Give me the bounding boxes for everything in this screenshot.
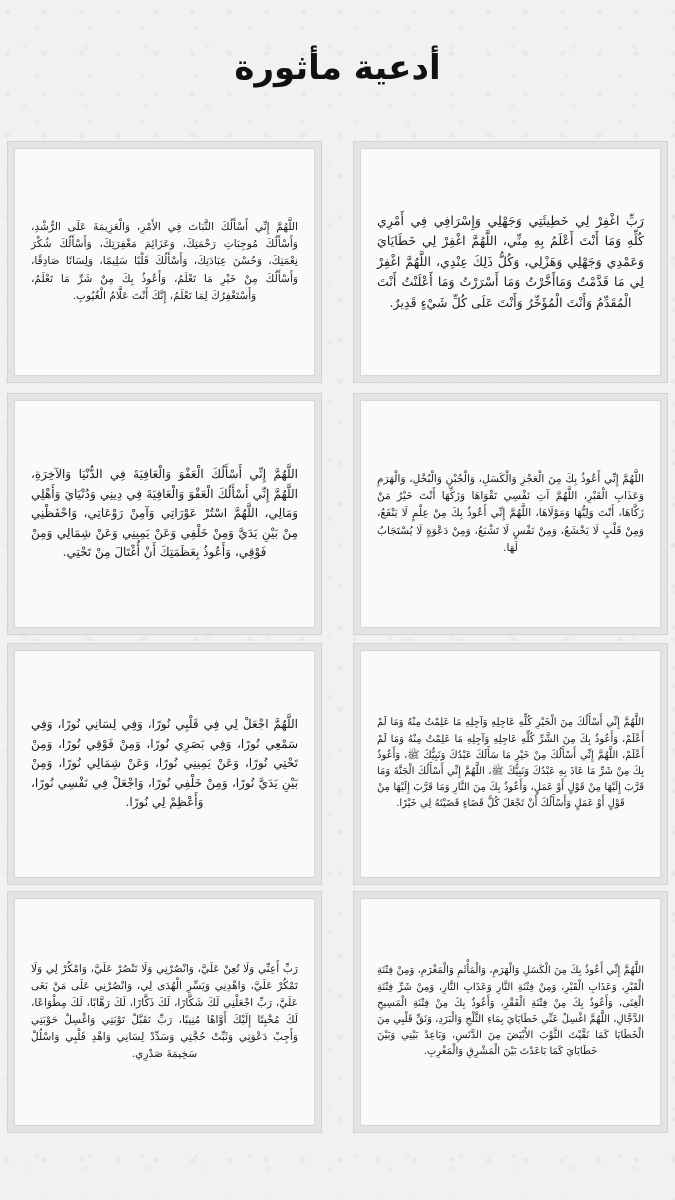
dua-text: اللَّهُمَّ إِنِّي أَسْأَلُكَ الْعَفْوَ وَالْعَافِيَةَ فِي الدُّنْيَا وَالآخِرَةِ، اللَّهُمَّ إِنِّي أَسْأَلُكَ الْعَفْوَ وَالْعَافِيَةَ فِي دِينِي وَدُنْيَايَ وَأَهْلِي وَمَالِي، اللَّهُمَّ اسْتُرْ عَوْرَاتِي وَآمِنْ رَوْعَاتِي، وَاحْفَظْنِي مِنْ بَيْنِ يَدَيَّ وَمِنْ خَلْفِي وَعَنْ يَمِينِي وَعَنْ شِمَالِي وَمِنْ فَوْقِي، وَأَعُوذُ بِعَظَمَتِكَ أَنْ أُغْتَالَ مِنْ تَحْتِي. (31, 467, 298, 560)
dua-text: اللَّهُمَّ إِنِّي أَسْأَلُكَ مِنَ الْخَيْرِ كُلِّهِ عَاجِلِهِ وَآجِلِهِ مَا عَلِمْتُ مِنْهُ وَمَا لَمْ أَعْلَمْ، وَأَعُوذُ بِكَ مِنَ الشَّرِّ كُلِّهِ عَاجِلِهِ وَآجِلِهِ مَا عَلِمْتُ مِنْهُ وَمَا لَمْ أَعْلَمْ، اللَّهُمَّ إِنِّي أَسْأَلُكَ مِنْ خَيْرِ مَا سَأَلَكَ عَبْدُكَ وَنَبِيُّكَ ﷺ، وَأَعُوذُ بِكَ مِنْ شَرِّ مَا عَاذَ بِهِ عَبْدُكَ وَنَبِيُّكَ ﷺ، اللَّهُمَّ إِنِّي أَسْأَلُكَ الْجَنَّةَ وَمَا قَرَّبَ إِلَيْهَا مِنْ قَوْلٍ أَوْ عَمَلٍ، وَأَعُوذُ بِكَ مِنَ النَّارِ وَمَا قَرَّبَ إِلَيْهَا مِنْ قَوْلٍ أَوْ عَمَلٍ وَأَسْأَلُكَ أَنْ تَجْعَلَ كُلَّ قَضَاءٍ قَضَيْتَهُ لِي خَيْرًا. (377, 717, 644, 810)
dua-text: اللَّهُمَّ اجْعَلْ لِي فِي قَلْبِي نُورًا، وَفِي لِسَانِي نُورًا، وَفِي سَمْعِي نُورًا، وَفِي بَصَرِي نُورًا، وَمِنْ فَوْقِي نُورًا، وَمِنْ تَحْتِي نُورًا، وَعَنْ يَمِينِي نُورًا، وَعَنْ شِمَالِي نُورًا، وَمِنْ بَيْنِ يَدَيَّ نُورًا، وَمِنْ خَلْفِي نُورًا، وَاجْعَلْ فِي نَفْسِي نُورًا، وَأَعْظِمْ لِي نُورًا. (31, 717, 298, 810)
dua-card-2 (14, 148, 315, 376)
dua-text: اللَّهُمَّ إِنِّي أَعُوذُ بِكَ مِنَ الْكَسَلِ وَالْهَرَمِ، وَالْمَأْثَمِ وَالْمَغْرَمِ، وَمِنْ فِتْنَةِ الْقَبْرِ، وَعَذَابِ الْقَبْرِ، وَمِنْ فِتْنَةِ النَّارِ وَعَذَابِ النَّارِ، وَمِنْ شَرِّ فِتْنَةِ الْغِنَى، وَأَعُوذُ بِكَ مِنْ فِتْنَةِ الْفَقْرِ، وَأَعُوذُ بِكَ مِنْ فِتْنَةِ الْمَسِيحِ الدَّجَّالِ، اللَّهُمَّ اغْسِلْ عَنِّي خَطَايَايَ بِمَاءِ الثَّلْجِ وَالْبَرَدِ، وَنَقِّ قَلْبِي مِنَ الْخَطَايَا كَمَا نَقَّيْتَ الثَّوْبَ الأَبْيَضَ مِنَ الدَّنَسِ، وَبَاعِدْ بَيْنِي وَبَيْنَ خَطَايَايَ كَمَا بَاعَدْتَ بَيْنَ الْمَشْرِقِ وَالْمَغْرِبِ. (377, 965, 644, 1058)
dua-text: اللَّهُمَّ إِنِّي أَعُوذُ بِكَ مِنَ الْعَجْزِ وَالْكَسَلِ، وَالْجُبْنِ وَالْبُخْلِ، وَالْهَرَمِ وَعَذَابِ الْقَبْرِ، اللَّهُمَّ آتِ نَفْسِي تَقْوَاهَا وَزَكِّهَا أَنْتَ خَيْرُ مَنْ زَكَّاهَا، أَنْتَ وَلِيُّهَا وَمَوْلَاهَا، اللَّهُمَّ إِنِّي أَعُوذُ بِكَ مِنْ عِلْمٍ لَا يَنْفَعُ، وَمِنْ قَلْبٍ لَا يَخْشَعُ، وَمِنْ نَفْسٍ لَا تَشْبَعُ، وَمِنْ دَعْوَةٍ لَا يُسْتَجَابُ لَهَا. (377, 473, 644, 554)
dua-card-4 (14, 400, 315, 628)
dua-text: اللَّهُمَّ إِنِّي أَسْأَلُكَ الثَّبَاتَ فِي الأَمْرِ، وَالْعَزِيمَةَ عَلَى الرُّشْدِ، وَأَسْأَلُكَ مُوجِبَاتِ رَحْمَتِكَ، وَعَزَائِمَ مَغْفِرَتِكَ، وَأَسْأَلُكَ شُكْرَ نِعْمَتِكَ، وَحُسْنَ عِبَادَتِكَ، وَأَسْأَلُكَ قَلْبًا سَلِيمًا، وَلِسَانًا صَادِقًا، وَأَسْأَلُكَ مِنْ خَيْرِ مَا تَعْلَمُ، وَأَعُوذُ بِكَ مِنْ شَرِّ مَا تَعْلَمُ، وَأَسْتَغْفِرُكَ لِمَا تَعْلَمُ، إِنَّكَ أَنْتَ عَلَّامُ الْغُيُوبِ. (31, 221, 298, 302)
dua-card-1 (360, 148, 661, 376)
page-title: أدعية مأثورة (234, 48, 441, 88)
dua-card-5 (360, 650, 661, 878)
dua-card-8 (14, 898, 315, 1126)
dua-card-6 (14, 650, 315, 878)
dua-card-7 (360, 898, 661, 1126)
dua-text: رَبِّ أَعِنِّي وَلَا تُعِنْ عَلَيَّ، وَانْصُرْنِي وَلَا تَنْصُرْ عَلَيَّ، وَامْكُرْ لِي وَلَا تَمْكُرْ عَلَيَّ، وَاهْدِنِي وَيَسِّرِ الْهُدَى لِي، وَانْصُرْنِي عَلَى مَنْ بَغَى عَلَيَّ، رَبِّ اجْعَلْنِي لَكَ شَكَّارًا، لَكَ ذَكَّارًا، لَكَ رَهَّابًا، لَكَ مِطْوَاعًا، لَكَ مُخْبِتًا إِلَيْكَ أَوَّاهًا مُنِيبًا، رَبِّ تَقَبَّلْ تَوْبَتِي وَاغْسِلْ حَوْبَتِي وَأَجِبْ دَعْوَتِي وَثَبِّتْ حُجَّتِي وَسَدِّدْ لِسَانِي وَاهْدِ قَلْبِي وَاسْلُلْ سَخِيمَةَ صَدْرِي. (31, 962, 298, 1061)
dua-text: رَبِّ اغْفِرْ لِي خَطِيئَتِي وَجَهْلِي وَإِسْرَافِي فِي أَمْرِي كُلِّهِ وَمَا أَنْتَ أَعْلَمُ بِهِ مِنِّي، اللَّهُمَّ اغْفِرْ لِي خَطَايَايَ وَعَمْدِي وَجَهْلِي وَهَزْلِي، وَكُلُّ ذَلِكَ عِنْدِي، اللَّهُمَّ اغْفِرْ لِي مَا قَدَّمْتُ وَمَاأَخَّرْتُ وَمَا أَسْرَرْتُ وَمَا أَعْلَنْتُ أَنْتَ الْمُقَدِّمُ وَأَنْتَ الْمُؤَخِّرُ وَأَنْتَ عَلَى كُلِّ شَيْءٍ قَدِيرٌ. (377, 213, 644, 310)
dua-card-3 (360, 400, 661, 628)
